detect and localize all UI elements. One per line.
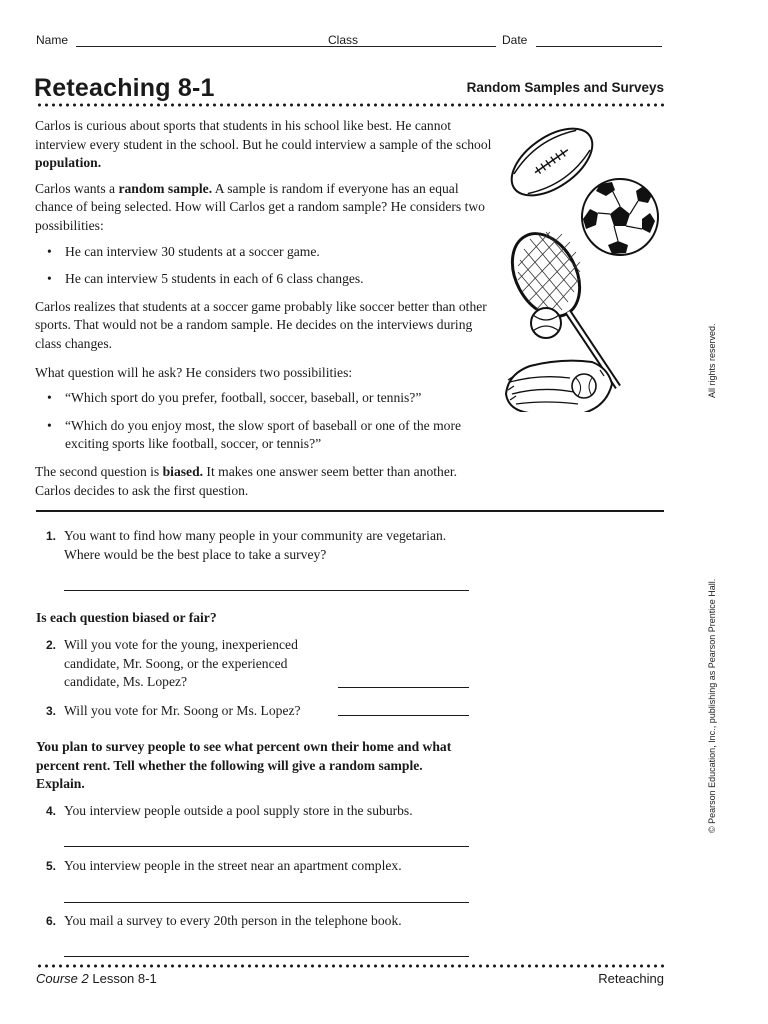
answer-line-1[interactable]: [64, 590, 469, 591]
page-title: Reteaching 8-1: [34, 74, 215, 102]
baseball-glove-illustration: [506, 361, 612, 412]
bullet-list-1: [47, 243, 493, 289]
name-field[interactable]: [76, 46, 360, 47]
class-label: Class: [328, 33, 359, 47]
question-text: You interview people outside a pool supply store in the suburbs.: [64, 803, 413, 818]
rights-notice: All rights reserved.: [707, 323, 717, 398]
paragraph-3: Carlos realizes that students at a soccer game probably like soccer better than other sports. That would not be a random sample. He decides on the interviews during class changes.: [35, 298, 487, 351]
title-divider: [36, 103, 664, 107]
question-text: You mail a survey to every 20th person in the telephone book.: [64, 913, 402, 928]
page-subtitle: Random Samples and Surveys: [466, 80, 664, 95]
sports-equipment-illustration: [500, 112, 670, 412]
footer-section-name: Reteaching: [598, 971, 664, 986]
question-text: Will you vote for the young, inexperienced candidate, Mr. Soong, or the experienced candidate, Ms. Lopez?: [64, 637, 298, 690]
class-field[interactable]: [360, 46, 496, 47]
paragraph-1: Carlos is curious about sports that students in his school like best. He cannot interview every student in the school. But he could interview a sample of the school population.: [35, 118, 492, 171]
question-number: 6.: [45, 914, 56, 928]
date-field[interactable]: [536, 46, 662, 47]
exercise-5: [36, 857, 476, 877]
name-label: Name: [36, 33, 69, 47]
answer-line-2[interactable]: [338, 687, 469, 688]
answer-line-6[interactable]: [64, 956, 469, 957]
question-number: 4.: [45, 804, 56, 818]
question-text: Will you vote for Mr. Soong or Ms. Lopez?: [64, 703, 301, 718]
question-number: 3.: [45, 704, 56, 718]
paragraph-2: Carlos wants a random sample. A sample is random if everyone has an equal chance of being selected. How will Carlos get a random sample? He considers two possibilities:: [35, 180, 485, 233]
exercise-4: [36, 802, 476, 822]
list-item: • He can interview 5 students in each of 6 class changes.: [47, 271, 364, 287]
soccer-ball-illustration: [582, 179, 658, 255]
section-divider: [36, 510, 664, 512]
exercise-6: [36, 912, 476, 932]
bullet-list-2: [47, 389, 493, 454]
question-text: You interview people in the street near an apartment complex.: [64, 858, 402, 873]
footer-course-lesson: Course 2 Lesson 8-1: [36, 971, 157, 986]
answer-line-5[interactable]: [64, 902, 469, 903]
question-number: 2.: [45, 638, 56, 652]
paragraph-5: The second question is biased. It makes one answer seem better than another. Carlos decides to ask the first question.: [35, 463, 458, 498]
list-item: • He can interview 30 students at a soccer game.: [47, 243, 320, 259]
copyright-notice: © Pearson Education, Inc., publishing as Pearson Prentice Hall.: [707, 578, 717, 833]
paragraph-4: What question will he ask? He considers two possibilities:: [35, 364, 353, 380]
answer-line-3[interactable]: [338, 715, 469, 716]
footer-divider: [36, 964, 664, 968]
lesson-text: [35, 117, 493, 507]
student-info-header: [36, 33, 664, 51]
question-number: 1.: [45, 529, 56, 543]
section-heading-survey: You plan to survey people to see what percent own their home and what percent rent. Tell whether the following will give a random sample. Explain.: [36, 739, 452, 792]
exercise-3: [36, 702, 476, 722]
section-heading-biased-or-fair: Is each question biased or fair?: [36, 610, 217, 625]
exercise-1: [36, 527, 476, 567]
list-item: • “Which do you enjoy most, the slow sport of baseball or one of the more exciting sports like football, soccer, or tennis?”: [47, 417, 462, 452]
date-label: Date: [502, 33, 528, 47]
list-item: • “Which sport do you prefer, football, soccer, baseball, or tennis?”: [47, 390, 422, 406]
question-text: You want to find how many people in your community are vegetarian. Where would be the best place to take a survey?: [64, 528, 447, 562]
answer-line-4[interactable]: [64, 846, 469, 847]
question-number: 5.: [45, 859, 56, 873]
